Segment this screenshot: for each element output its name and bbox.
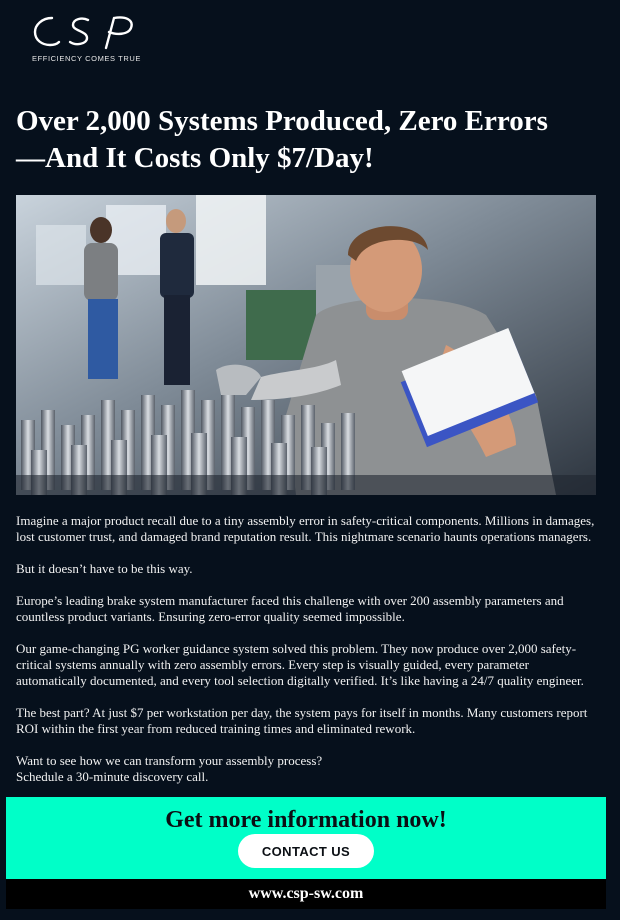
footer-url[interactable]: www.csp-sw.com — [6, 879, 606, 909]
paragraph-case: Europe’s leading brake system manufacturer faced this challenge with over 200 assembly parameters and countless product variants. Ensuring zero-error quality seemed impossible. — [16, 593, 564, 624]
headline-line-2: —And It Costs Only $7/Day! — [16, 142, 374, 174]
body-copy — [16, 513, 601, 785]
contact-us-button[interactable]: CONTACT US — [238, 834, 374, 868]
brand-header — [30, 10, 160, 65]
brand-tagline: EFFICIENCY COMES TRUE — [32, 54, 142, 63]
paragraph-solution: Our game-changing PG worker guidance system solved this problem. They now produce over 2,000 safety-critical systems annually with zero assembly errors. Every step is visually guided, every parameter automatically documented, and every tool selection digitally verified. It’s like having a 24/7 quality engineer. — [16, 641, 584, 688]
paragraph-hook: But it doesn’t have to be this way. — [16, 561, 193, 576]
paragraph-recall: Imagine a major product recall due to a tiny assembly error in safety-critical components. Millions in damages, lost customer trust, and damaged brand reputation result. This nightmare scenario haunts operations managers. — [16, 513, 595, 544]
hero-image — [16, 195, 596, 495]
headline-line-1: Over 2,000 Systems Produced, Zero Errors — [16, 105, 548, 137]
csp-logo[interactable] — [30, 10, 142, 52]
cta-band — [6, 797, 606, 879]
cta-title: Get more information now! — [165, 807, 447, 833]
factory-worker-illustration — [16, 195, 596, 495]
paragraph-call-to-action — [16, 753, 601, 785]
cta-schedule: Schedule a 30-minute discovery call. — [16, 769, 209, 784]
paragraph-pricing: The best part? At just $7 per workstation per day, the system pays for itself in months. Many customers report ROI within the first year from reduced training times and eliminated rework. — [16, 705, 588, 736]
headline — [16, 103, 596, 177]
cta-question: Want to see how we can transform your assembly process? — [16, 753, 323, 768]
